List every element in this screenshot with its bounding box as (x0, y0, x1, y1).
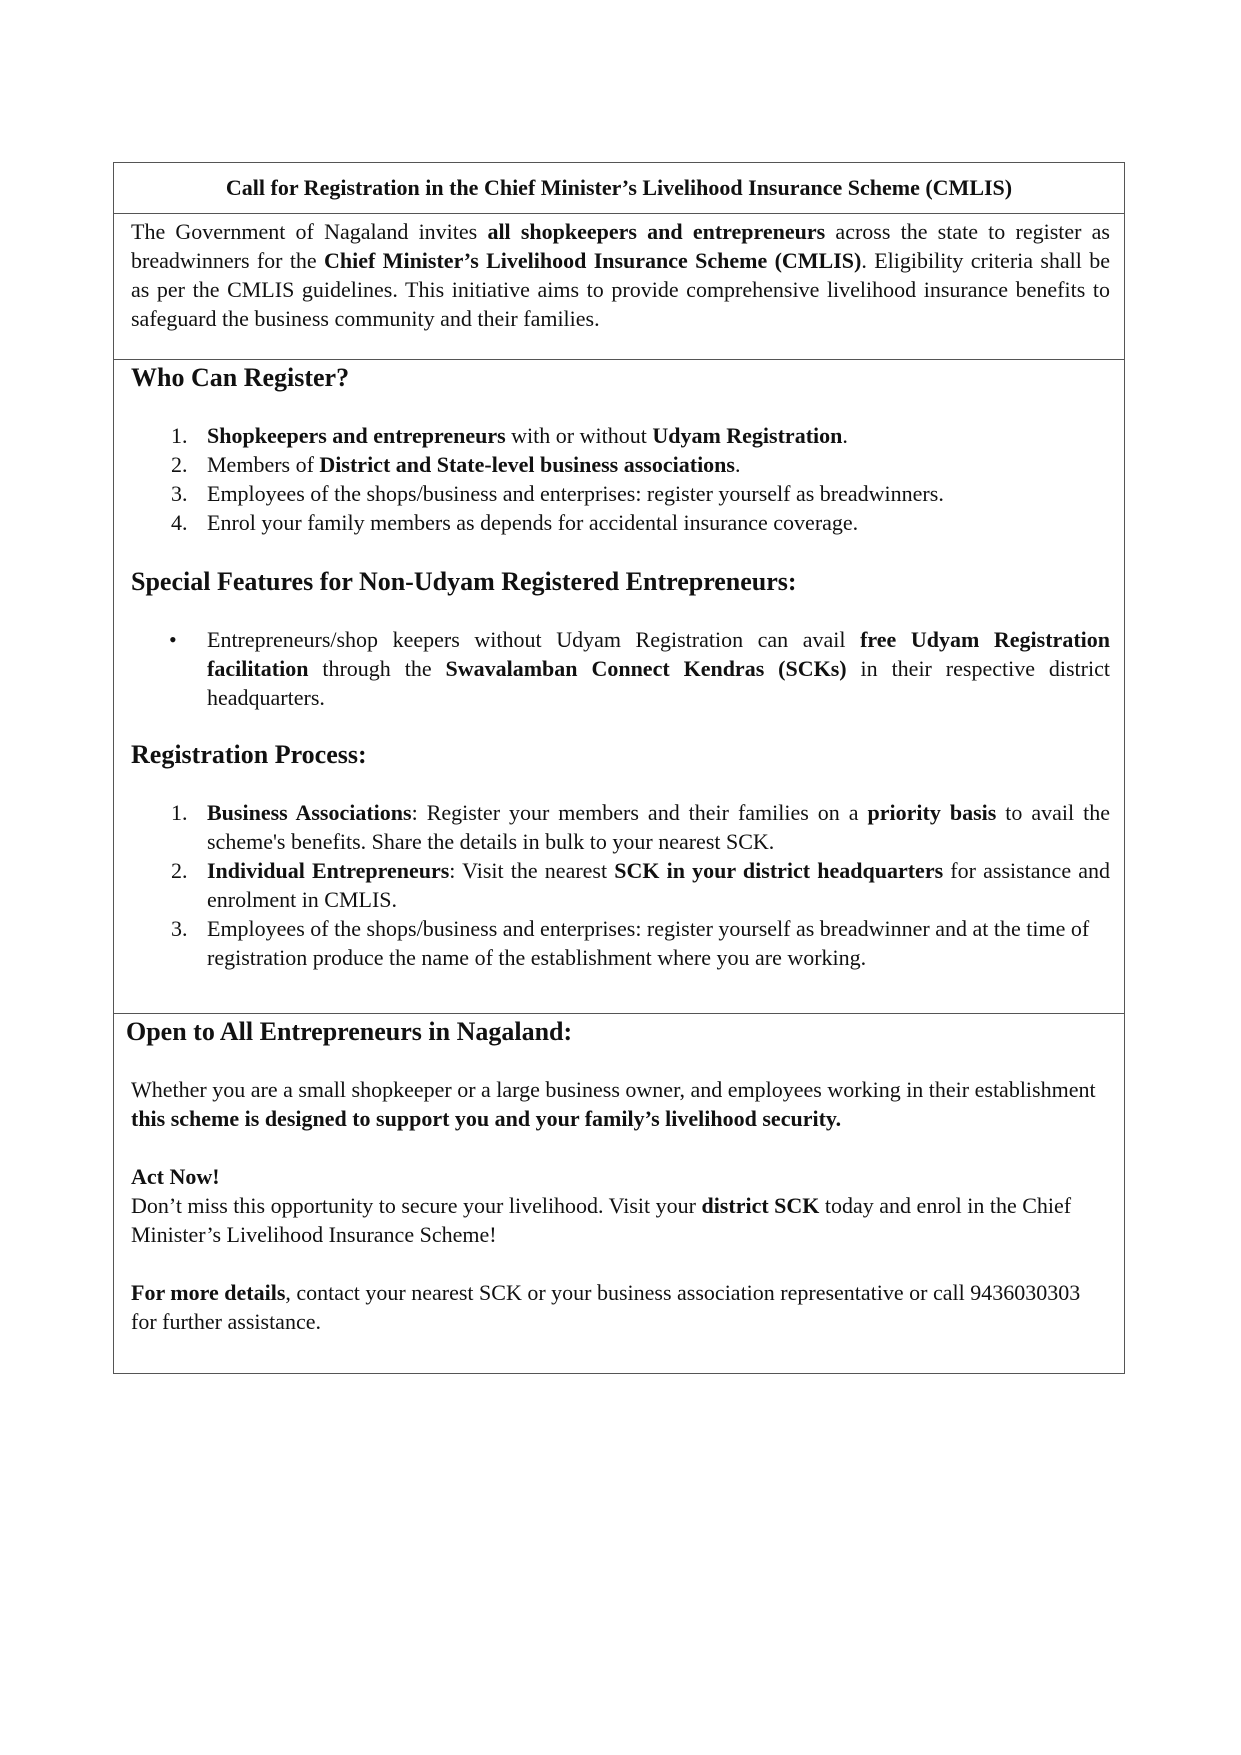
process-heading: Registration Process: (131, 740, 367, 769)
open-paragraph: Whether you are a small shopkeeper or a large business owner, and employees working in their establishment this scheme is designed to support you and your family’s livelihood security. (131, 1077, 1096, 1131)
divider (114, 213, 1124, 214)
intro-section (131, 217, 1110, 333)
details-paragraph: For more details, contact your nearest SCK or your business association representative or call 9436030303 for further assistance. (131, 1280, 1081, 1334)
open-body (131, 1075, 1110, 1336)
who-heading: Who Can Register? (131, 363, 350, 392)
divider (114, 1013, 1124, 1014)
list-item: 1. Shopkeepers and entrepreneurs with or without Udyam Registration. (171, 423, 848, 448)
act-heading: Act Now! (131, 1164, 220, 1189)
act-paragraph: Don’t miss this opportunity to secure your livelihood. Visit your district SCK today and enrol in the Chief Minister’s Livelihood Insurance Scheme! (131, 1193, 1072, 1247)
special-list (131, 625, 1110, 712)
list-item: • Entrepreneurs/shop keepers without Udyam Registration can avail free Udyam Registration facilitation through the Swavalamban Connect Kendras (SCKs) in their respective district headquarters. (169, 627, 1110, 710)
notice-title: Call for Registration in the Chief Minister’s Livelihood Insurance Scheme (CMLIS) (225, 175, 1013, 200)
open-heading: Open to All Entrepreneurs in Nagaland: (126, 1017, 573, 1046)
process-list (131, 798, 1110, 972)
list-item: 2. Members of District and State-level business associations. (171, 452, 741, 477)
who-section (131, 363, 1110, 972)
list-item: 4. Enrol your family members as depends for accidental insurance coverage. (171, 510, 859, 535)
who-list (131, 421, 1110, 537)
notice-box (113, 162, 1125, 1374)
open-section (126, 1017, 1110, 1047)
list-item: 3. Employees of the shops/business and enterprises: register yourself as breadwinner and at the time of registration produce the name of the establishment where you are working. (171, 916, 1090, 970)
list-item: 1. Business Associations: Register your members and their families on a priority basis to avail the scheme's benefits. Share the details in bulk to your nearest SCK. (171, 800, 1111, 854)
special-heading: Special Features for Non-Udyam Registered Entrepreneurs: (131, 567, 797, 596)
list-item: 2. Individual Entrepreneurs: Visit the nearest SCK in your district headquarters for assistance and enrolment in CMLIS. (171, 858, 1110, 912)
list-item: 3. Employees of the shops/business and enterprises: register yourself as breadwinners. (171, 481, 944, 506)
intro-paragraph: The Government of Nagaland invites all shopkeepers and entrepreneurs across the state to register as breadwinners for the Chief Minister’s Livelihood Insurance Scheme (CMLIS). Eligibility criteria shall be as per the CMLIS guidelines. This initiative aims to provide comprehensive livelihood insurance benefits to safeguard the business community and their families. (131, 219, 1111, 331)
divider (114, 359, 1124, 360)
